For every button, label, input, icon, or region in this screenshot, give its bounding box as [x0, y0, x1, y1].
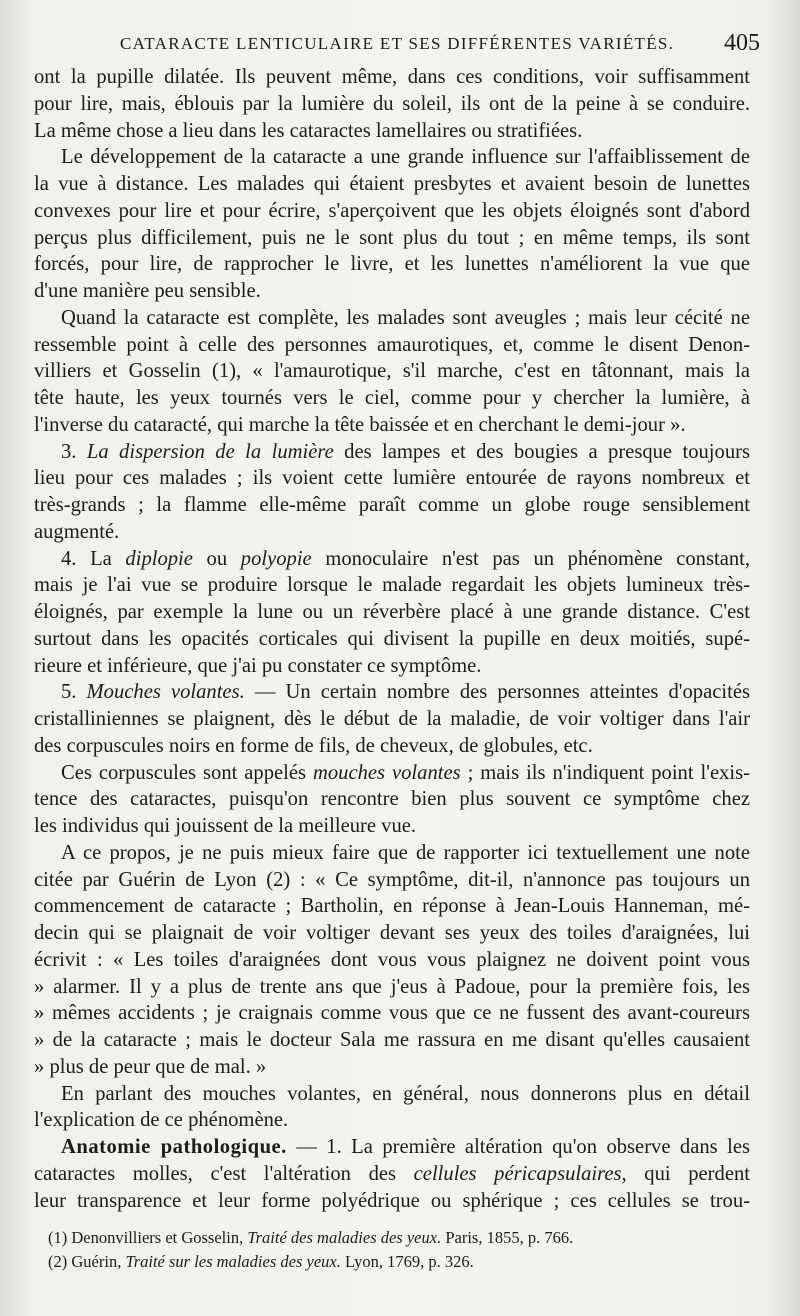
text-line: tête haute, les yeux tournés vers le ciel, comme pour y chercher la lumière, à [34, 387, 750, 409]
text-line: leur transparence et leur forme polyédrique ou sphérique ; ces cellules se trou- [34, 1189, 750, 1212]
text-fragment: monoculaire n'est pas un phénomène constant, [311, 547, 750, 570]
footnote-title: Traité des maladies des yeux. [247, 1228, 442, 1247]
text-line: tence des cataractes, puisqu'on rencontre bien plus souvent ce symptôme chez [34, 788, 750, 811]
section-heading: Anatomie pathologique. [61, 1136, 287, 1158]
text-line: » de la cataracte ; mais le docteur Sala me rassura en me disant qu'elles causaient [34, 1029, 750, 1051]
text-line: surtout dans les opacités corticales qui divisent la pupille en deux moitiés, supé- [34, 627, 750, 650]
text-fragment: ; mais ils n'indiquent point l'exis- [460, 761, 750, 784]
text-line: perçus plus difficilement, puis ne le sont plus du tout ; en même temps, ils sont [34, 226, 750, 249]
footnote-text: Lyon, 1769, p. 326. [340, 1252, 474, 1271]
footnote-1 [48, 1226, 748, 1250]
page-number: 405 [724, 30, 760, 56]
text-line: commencement de cataracte ; Bartholin, en réponse à Jean-Louis Hanneman, mé- [34, 895, 750, 918]
footnote-text: Paris, 1855, p. 766. [441, 1228, 574, 1247]
text-line: les individus qui jouissent de la meilleure vue. [34, 815, 417, 837]
text-line [34, 1134, 750, 1161]
text-fragment: Ces corpuscules sont appelés [61, 761, 313, 784]
text-line: En parlant des mouches volantes, en général, nous donnerons plus en détail [61, 1082, 750, 1105]
italic-term: diplopie [125, 547, 193, 570]
text-line: decin qui se plaignait de voir voltiger devant ses yeux des toiles d'araignées, lui [34, 922, 750, 944]
text-line: écrivit : « Les toiles d'araignées dont vous vous plaignez ne doivent point vous [34, 948, 750, 971]
text-line [34, 760, 750, 787]
text-line: » alarmer. Il y a plus de trente ans que j'eus à Padoue, pour la première fois, les [34, 975, 750, 998]
text-line: l'inverse du cataracté, qui marche la tête baissée et en cherchant le demi-jour ». [34, 413, 686, 436]
text-line: forcés, pour lire, de rapprocher le livre, et les lunettes n'améliorent la vue que [34, 253, 750, 276]
text-fragment: ou [192, 547, 241, 570]
footnote-mark: (1) [48, 1228, 68, 1247]
text-fragment: cataractes molles, c'est l'altération des [34, 1162, 414, 1185]
footnote-text: Denonvilliers et Gosselin, [71, 1228, 248, 1247]
text-line: Le développement de la cataracte a une grande influence sur l'affaiblissement de [61, 146, 750, 169]
text-line: ressemble point à celle des personnes amaurotiques, et, comme le disent Denon- [34, 333, 750, 356]
text-line [34, 546, 750, 573]
item-number: 3. [61, 440, 87, 463]
text-line: convexes pour lire et pour écrire, s'aperçoivent que les objets éloignés sont d'abord [34, 199, 750, 222]
text-fragment: — 1. La première altération qu'on observe dans les [286, 1136, 750, 1158]
text-line: La même chose a lieu dans les cataractes lamellaires ou stratifiées. [34, 119, 583, 142]
italic-heading: Mouches volantes. [86, 681, 245, 704]
footnote-title: Traité sur les maladies des yeux. [125, 1252, 341, 1271]
text-line: Quand la cataracte est complète, les malades sont aveugles ; mais leur cécité ne [61, 306, 750, 329]
text-line: mais je l'ai vue se produire lorsque le malade regardait les objets lumineux très- [34, 574, 750, 597]
text-line: ont la pupille dilatée. Ils peuvent même, dans ces conditions, voir suffisamment [34, 66, 750, 88]
italic-term: polyopie [240, 547, 312, 570]
text-line: pour lire, mais, éblouis par la lumière du soleil, ils ont de la peine à se conduire. [34, 92, 750, 115]
italic-term: mouches volantes [312, 761, 461, 784]
text-line: villiers et Gosselin (1), « l'amaurotique, s'il marche, c'est en tâtonnant, mais la [34, 360, 750, 383]
footnotes [48, 1226, 748, 1274]
text-line: rieure et inférieure, que j'ai pu constater ce symptôme. [34, 654, 482, 677]
text-line: la vue à distance. Les malades qui étaient presbytes et avaient besoin de lunettes [34, 173, 750, 195]
item-number: 5. [61, 681, 87, 704]
text-fragment: , qui perdent [621, 1162, 750, 1185]
text-line: » mêmes accidents ; je craignais comme vous que ce ne fussent des avant-coureurs [34, 1002, 750, 1025]
footnote-mark: (2) [48, 1252, 68, 1271]
text-line: d'une manière peu sensible. [34, 280, 261, 302]
text-line: A ce propos, je ne puis mieux faire que de rapporter ici textuellement une note [61, 841, 750, 864]
footnote-2 [48, 1250, 748, 1274]
footnote-text: Guérin, [71, 1252, 126, 1271]
text-line [34, 1161, 750, 1188]
italic-term: cellules péricapsulaires [413, 1162, 622, 1185]
text-line: éloignés, par exemple la lune ou un réverbère placé à une grande distance. C'est [34, 601, 750, 623]
text-line: citée par Guérin de Lyon (2) : « Ce symptôme, dit-il, n'annonce pas toujours un [34, 868, 750, 891]
text-line: lieu pour ces malades ; ils voient cette lumière entourée de rayons nombreux et [34, 467, 750, 490]
text-line [34, 439, 750, 466]
body-text [34, 64, 750, 1214]
text-line: des corpuscules noirs en forme de fils, de cheveux, de globules, etc. [34, 734, 593, 757]
text-line: l'explication de ce phénomène. [34, 1109, 289, 1132]
text-line: très-grands ; la flamme elle-même paraît comme un globe rouge sensiblement [34, 494, 750, 516]
text-line: cristalliniennes se plaignent, dès le début de la maladie, de voir voltiger dans l'air [34, 708, 750, 730]
text-line: augmenté. [34, 520, 120, 543]
text-line: » plus de peur que de mal. » [34, 1055, 267, 1078]
italic-heading: La dispersion de la lumière [86, 440, 334, 463]
text-line [34, 679, 750, 706]
running-title: CATARACTE LENTICULAIRE ET SES DIFFÉRENTES VARIÉTÉS. [120, 34, 675, 53]
text-fragment: — Un certain nombre des personnes atteintes d'opacités [244, 681, 750, 704]
text-fragment: 4. La [61, 547, 126, 570]
page-header [34, 30, 760, 60]
text-fragment: des lampes et des bougies a presque toujours [333, 440, 750, 463]
